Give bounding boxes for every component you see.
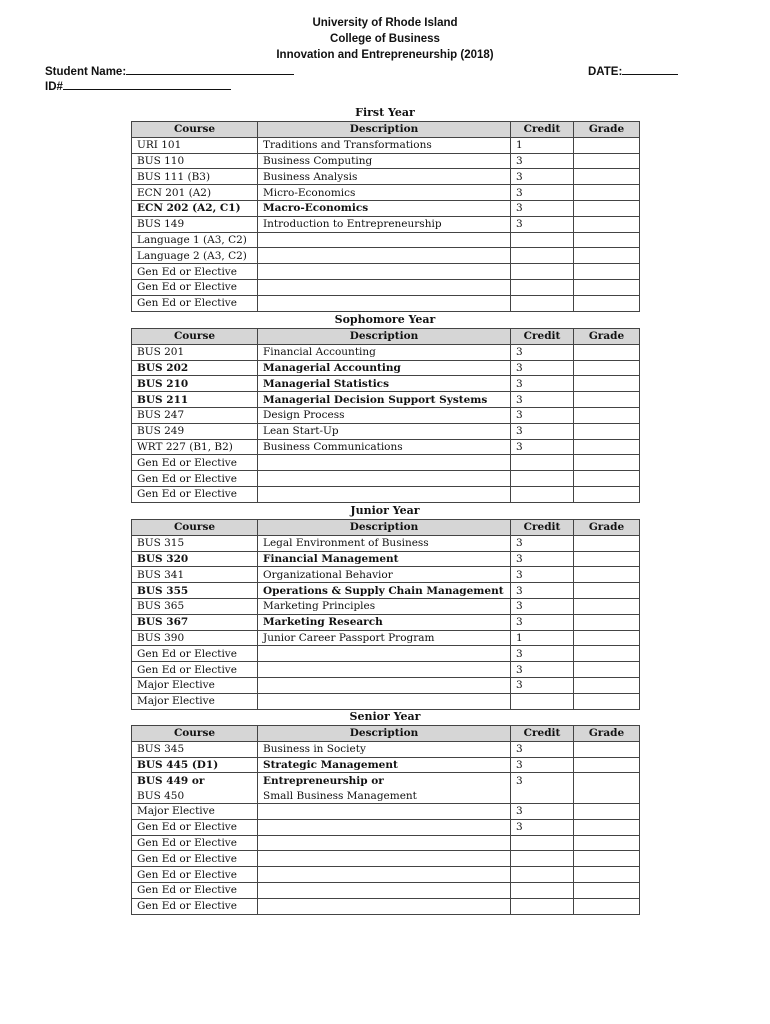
table-row	[132, 819, 640, 835]
date-field[interactable]	[588, 63, 678, 79]
course-code: Major Elective	[132, 803, 258, 819]
table-row	[132, 535, 640, 551]
credit-cell	[511, 788, 574, 803]
table-row	[132, 898, 640, 914]
course-code: BUS 345	[132, 741, 258, 757]
table-row	[132, 200, 640, 216]
description-header: Description	[258, 329, 511, 345]
credit-cell: 1	[511, 137, 574, 153]
course-header: Course	[132, 122, 258, 138]
course-code: Gen Ed or Elective	[132, 851, 258, 867]
table-row	[132, 392, 640, 408]
year-title: Sophomore Year	[334, 313, 436, 326]
course-header: Course	[132, 726, 258, 742]
course-table	[131, 328, 640, 503]
grade-cell[interactable]	[574, 344, 640, 360]
grade-cell[interactable]	[574, 567, 640, 583]
credit-cell	[511, 279, 574, 295]
course-description	[258, 677, 511, 693]
course-description: Introduction to Entrepreneurship	[258, 216, 511, 232]
course-code: Gen Ed or Elective	[132, 455, 258, 471]
course-description: Business in Society	[258, 741, 511, 757]
course-code: URI 101	[132, 137, 258, 153]
course-description	[258, 455, 511, 471]
course-code: Gen Ed or Elective	[132, 264, 258, 280]
table-row	[132, 693, 640, 709]
course-description: Managerial Accounting	[258, 360, 511, 376]
table-row	[132, 741, 640, 757]
grade-cell[interactable]	[574, 851, 640, 867]
course-description: Macro-Economics	[258, 200, 511, 216]
grade-cell[interactable]	[574, 153, 640, 169]
table-row	[132, 423, 640, 439]
table-row	[132, 835, 640, 851]
table-row	[132, 360, 640, 376]
credit-cell: 3	[511, 216, 574, 232]
table-row	[132, 551, 640, 567]
credit-header: Credit	[511, 329, 574, 345]
table-row	[132, 232, 640, 248]
grade-cell[interactable]	[574, 535, 640, 551]
grade-cell[interactable]	[574, 583, 640, 599]
course-description	[258, 662, 511, 678]
course-description: Design Process	[258, 407, 511, 423]
table-row	[132, 455, 640, 471]
course-table	[131, 121, 640, 312]
student-name-field[interactable]	[45, 63, 294, 79]
course-description	[258, 819, 511, 835]
grade-cell[interactable]	[574, 376, 640, 392]
grade-cell[interactable]	[574, 295, 640, 311]
program-title: Innovation and Entrepreneurship (2018)	[276, 49, 494, 61]
course-description: Financial Accounting	[258, 344, 511, 360]
table-row	[132, 295, 640, 311]
course-description: Organizational Behavior	[258, 567, 511, 583]
date-line[interactable]	[622, 63, 678, 75]
credit-cell: 3	[511, 153, 574, 169]
grade-cell[interactable]	[574, 835, 640, 851]
course-code: Gen Ed or Elective	[132, 295, 258, 311]
date-label: DATE:	[588, 66, 623, 78]
course-code: Gen Ed or Elective	[132, 471, 258, 487]
credit-cell	[511, 295, 574, 311]
course-description	[258, 264, 511, 280]
course-description: Micro-Economics	[258, 185, 511, 201]
grade-header: Grade	[574, 329, 640, 345]
course-description	[258, 851, 511, 867]
course-description: Junior Career Passport Program	[258, 630, 511, 646]
grade-cell[interactable]	[574, 216, 640, 232]
credit-cell: 3	[511, 200, 574, 216]
table-row	[132, 646, 640, 662]
header-row	[132, 329, 640, 345]
course-description	[258, 295, 511, 311]
grade-cell[interactable]	[574, 486, 640, 502]
course-description	[258, 898, 511, 914]
grade-cell[interactable]	[574, 898, 640, 914]
course-description: Lean Start-Up	[258, 423, 511, 439]
credit-cell: 3	[511, 741, 574, 757]
credit-cell: 3	[511, 392, 574, 408]
course-header: Course	[132, 520, 258, 536]
grade-cell[interactable]	[574, 232, 640, 248]
year-title: Senior Year	[349, 710, 421, 723]
grade-cell[interactable]	[574, 137, 640, 153]
credit-cell: 3	[511, 646, 574, 662]
description-header: Description	[258, 520, 511, 536]
course-code: BUS 450	[132, 788, 258, 803]
grade-cell[interactable]	[574, 248, 640, 264]
table-row	[132, 757, 640, 773]
table-row	[132, 439, 640, 455]
table-row	[132, 583, 640, 599]
course-code: Language 2 (A3, C2)	[132, 248, 258, 264]
year-title: Junior Year	[350, 504, 420, 517]
credit-cell: 3	[511, 773, 574, 788]
grade-cell[interactable]	[574, 788, 640, 803]
credit-cell	[511, 486, 574, 502]
table-row	[132, 803, 640, 819]
credit-cell	[511, 471, 574, 487]
course-description	[258, 882, 511, 898]
id-line[interactable]	[63, 78, 231, 90]
table-row	[132, 407, 640, 423]
course-description	[258, 279, 511, 295]
course-description: Financial Management	[258, 551, 511, 567]
credit-cell: 3	[511, 376, 574, 392]
credit-cell	[511, 248, 574, 264]
course-code: BUS 210	[132, 376, 258, 392]
credit-cell: 3	[511, 344, 574, 360]
credit-cell: 3	[511, 662, 574, 678]
course-description: Business Computing	[258, 153, 511, 169]
course-description: Small Business Management	[258, 788, 511, 803]
course-code: Gen Ed or Elective	[132, 835, 258, 851]
course-code: Gen Ed or Elective	[132, 279, 258, 295]
grade-header: Grade	[574, 726, 640, 742]
grade-cell[interactable]	[574, 169, 640, 185]
table-row	[132, 153, 640, 169]
grade-cell[interactable]	[574, 185, 640, 201]
course-code: Gen Ed or Elective	[132, 898, 258, 914]
credit-cell	[511, 882, 574, 898]
table-row	[132, 169, 640, 185]
grade-cell[interactable]	[574, 819, 640, 835]
grade-cell[interactable]	[574, 867, 640, 883]
grade-cell[interactable]	[574, 646, 640, 662]
course-code: BUS 111 (B3)	[132, 169, 258, 185]
course-description	[258, 248, 511, 264]
course-description	[258, 867, 511, 883]
table-row	[132, 630, 640, 646]
table-row	[132, 216, 640, 232]
credit-cell: 3	[511, 677, 574, 693]
credit-cell: 1	[511, 630, 574, 646]
grade-cell[interactable]	[574, 423, 640, 439]
course-description	[258, 232, 511, 248]
credit-cell	[511, 898, 574, 914]
table-row	[132, 248, 640, 264]
header-row	[132, 520, 640, 536]
year-title: First Year	[355, 106, 415, 119]
course-code: BUS 110	[132, 153, 258, 169]
course-description: Strategic Management	[258, 757, 511, 773]
course-description: Business Analysis	[258, 169, 511, 185]
table-row	[132, 137, 640, 153]
course-code: BUS 320	[132, 551, 258, 567]
course-code: BUS 247	[132, 407, 258, 423]
course-code: Major Elective	[132, 693, 258, 709]
grade-cell[interactable]	[574, 741, 640, 757]
table-row	[132, 677, 640, 693]
course-code: Gen Ed or Elective	[132, 662, 258, 678]
table-row	[132, 773, 640, 788]
grade-header: Grade	[574, 520, 640, 536]
course-code: BUS 449 or	[132, 773, 258, 788]
grade-cell[interactable]	[574, 200, 640, 216]
header-row	[132, 726, 640, 742]
course-code: BUS 201	[132, 344, 258, 360]
grade-cell[interactable]	[574, 630, 640, 646]
table-row	[132, 598, 640, 614]
student-name-label: Student Name:	[45, 66, 127, 78]
credit-cell: 3	[511, 185, 574, 201]
grade-cell[interactable]	[574, 279, 640, 295]
credit-cell	[511, 867, 574, 883]
course-header: Course	[132, 329, 258, 345]
course-table	[131, 519, 640, 710]
credit-cell: 3	[511, 535, 574, 551]
grade-cell[interactable]	[574, 773, 640, 788]
credit-cell: 3	[511, 169, 574, 185]
course-code: Language 1 (A3, C2)	[132, 232, 258, 248]
credit-cell: 3	[511, 439, 574, 455]
grade-cell[interactable]	[574, 677, 640, 693]
credit-cell: 3	[511, 360, 574, 376]
table-row	[132, 567, 640, 583]
course-code: BUS 149	[132, 216, 258, 232]
grade-cell[interactable]	[574, 471, 640, 487]
credit-cell: 3	[511, 598, 574, 614]
credit-cell: 3	[511, 567, 574, 583]
table-row	[132, 882, 640, 898]
course-description	[258, 693, 511, 709]
grade-cell[interactable]	[574, 757, 640, 773]
course-description: Operations & Supply Chain Management	[258, 583, 511, 599]
course-code: BUS 341	[132, 567, 258, 583]
credit-cell: 3	[511, 583, 574, 599]
course-code: Gen Ed or Elective	[132, 819, 258, 835]
grade-cell[interactable]	[574, 264, 640, 280]
grade-cell[interactable]	[574, 614, 640, 630]
table-row	[132, 376, 640, 392]
header-row	[132, 122, 640, 138]
course-description: Managerial Decision Support Systems	[258, 392, 511, 408]
course-code: BUS 445 (D1)	[132, 757, 258, 773]
grade-cell[interactable]	[574, 360, 640, 376]
id-label: ID#	[45, 81, 63, 93]
table-row	[132, 662, 640, 678]
course-description: Marketing Principles	[258, 598, 511, 614]
table-row	[132, 867, 640, 883]
table-row	[132, 614, 640, 630]
course-code: Gen Ed or Elective	[132, 486, 258, 502]
credit-cell: 3	[511, 407, 574, 423]
table-row	[132, 788, 640, 803]
course-code: BUS 355	[132, 583, 258, 599]
student-name-line[interactable]	[126, 63, 294, 75]
table-row	[132, 279, 640, 295]
table-row	[132, 264, 640, 280]
grade-cell[interactable]	[574, 455, 640, 471]
course-description: Business Communications	[258, 439, 511, 455]
course-code: ECN 202 (A2, C1)	[132, 200, 258, 216]
grade-header: Grade	[574, 122, 640, 138]
grade-cell[interactable]	[574, 693, 640, 709]
course-description	[258, 835, 511, 851]
course-table	[131, 725, 640, 915]
course-description: Traditions and Transformations	[258, 137, 511, 153]
credit-header: Credit	[511, 726, 574, 742]
course-description: Managerial Statistics	[258, 376, 511, 392]
credit-header: Credit	[511, 122, 574, 138]
grade-cell[interactable]	[574, 392, 640, 408]
course-code: Gen Ed or Elective	[132, 646, 258, 662]
college-name: College of Business	[330, 33, 440, 45]
description-header: Description	[258, 726, 511, 742]
course-code: BUS 202	[132, 360, 258, 376]
table-row	[132, 486, 640, 502]
id-field[interactable]	[45, 78, 231, 94]
course-description: Marketing Research	[258, 614, 511, 630]
credit-cell: 3	[511, 757, 574, 773]
course-description	[258, 471, 511, 487]
course-description	[258, 646, 511, 662]
credit-cell	[511, 835, 574, 851]
table-row	[132, 471, 640, 487]
credit-cell: 3	[511, 614, 574, 630]
grade-cell[interactable]	[574, 439, 640, 455]
course-code: BUS 365	[132, 598, 258, 614]
grade-cell[interactable]	[574, 551, 640, 567]
course-description: Entrepreneurship or	[258, 773, 511, 788]
grade-cell[interactable]	[574, 598, 640, 614]
course-code: BUS 249	[132, 423, 258, 439]
description-header: Description	[258, 122, 511, 138]
credit-cell	[511, 232, 574, 248]
university-name: University of Rhode Island	[312, 17, 458, 29]
credit-cell: 3	[511, 551, 574, 567]
course-code: WRT 227 (B1, B2)	[132, 439, 258, 455]
credit-cell: 3	[511, 423, 574, 439]
course-description	[258, 803, 511, 819]
course-code: Major Elective	[132, 677, 258, 693]
course-description	[258, 486, 511, 502]
course-code: BUS 367	[132, 614, 258, 630]
credit-cell: 3	[511, 803, 574, 819]
table-row	[132, 185, 640, 201]
credit-cell	[511, 693, 574, 709]
course-description: Legal Environment of Business	[258, 535, 511, 551]
course-code: BUS 315	[132, 535, 258, 551]
grade-cell[interactable]	[574, 803, 640, 819]
credit-cell: 3	[511, 819, 574, 835]
table-row	[132, 851, 640, 867]
course-code: BUS 390	[132, 630, 258, 646]
course-code: ECN 201 (A2)	[132, 185, 258, 201]
grade-cell[interactable]	[574, 407, 640, 423]
credit-cell	[511, 851, 574, 867]
credit-cell	[511, 264, 574, 280]
course-code: BUS 211	[132, 392, 258, 408]
grade-cell[interactable]	[574, 882, 640, 898]
table-row	[132, 344, 640, 360]
grade-cell[interactable]	[574, 662, 640, 678]
course-code: Gen Ed or Elective	[132, 882, 258, 898]
credit-header: Credit	[511, 520, 574, 536]
course-code: Gen Ed or Elective	[132, 867, 258, 883]
credit-cell	[511, 455, 574, 471]
